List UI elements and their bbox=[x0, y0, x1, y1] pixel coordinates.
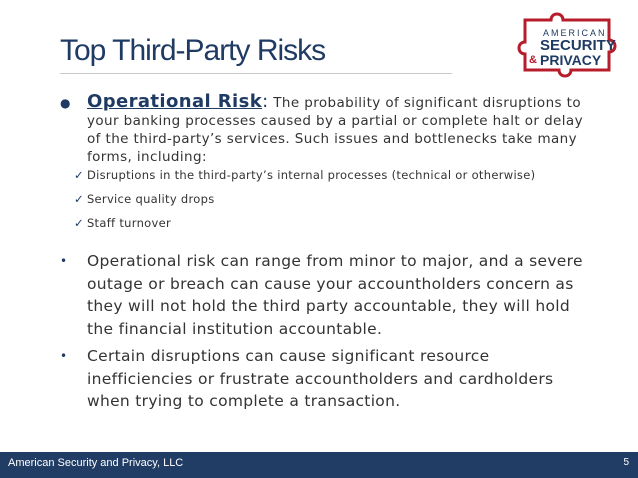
operational-risk-description: The probability of significant disruptions to your banking processes caused by a partial or complete halt or delay of the third-party’s services. Such issues and bottlenecks take many forms, including: bbox=[87, 95, 583, 165]
checkmark-icon: ✓ bbox=[74, 168, 84, 182]
sub-item-label: Disruptions in the third-party’s internal processes (technical or otherwise) bbox=[86, 168, 536, 182]
bullet-icon: • bbox=[60, 254, 68, 268]
checkmark-icon: ✓ bbox=[74, 192, 84, 206]
sub-item bbox=[74, 192, 215, 206]
bullet-icon: • bbox=[60, 349, 68, 363]
operational-risk-paragraph bbox=[87, 93, 587, 166]
logo-text-privacy: PRIVACY bbox=[540, 52, 602, 68]
company-logo bbox=[513, 4, 629, 82]
bullet-icon: ● bbox=[60, 96, 71, 110]
footer-bar bbox=[0, 452, 638, 478]
sub-item bbox=[74, 168, 535, 182]
checkmark-icon: ✓ bbox=[74, 216, 84, 230]
sub-item bbox=[74, 216, 171, 230]
heading-colon: : bbox=[262, 91, 269, 112]
logo-text-security: SECURITY bbox=[540, 37, 616, 54]
page-number: 5 bbox=[623, 457, 629, 468]
inefficiencies-paragraph: Certain disruptions can cause significant resource inefficiencies or frustrate accountholders and cardholders when trying to complete a transaction. bbox=[87, 347, 554, 410]
operational-range-paragraph: Operational risk can range from minor to major, and a severe outage or breach can cause your accountholders concern as they will not hold the third party accountable, they will hold the financial institution accountable. bbox=[87, 252, 583, 338]
logo-text-american: AMERICAN bbox=[543, 28, 607, 38]
sub-item-label: Staff turnover bbox=[86, 216, 172, 230]
title-divider bbox=[60, 73, 452, 74]
slide-title: Top Third-Party Risks bbox=[60, 34, 326, 67]
sub-item-label: Service quality drops bbox=[86, 192, 215, 206]
logo-ampersand: & bbox=[529, 54, 537, 66]
footer-company: American Security and Privacy, LLC bbox=[8, 457, 184, 469]
operational-risk-heading: Operational Risk bbox=[87, 91, 263, 112]
